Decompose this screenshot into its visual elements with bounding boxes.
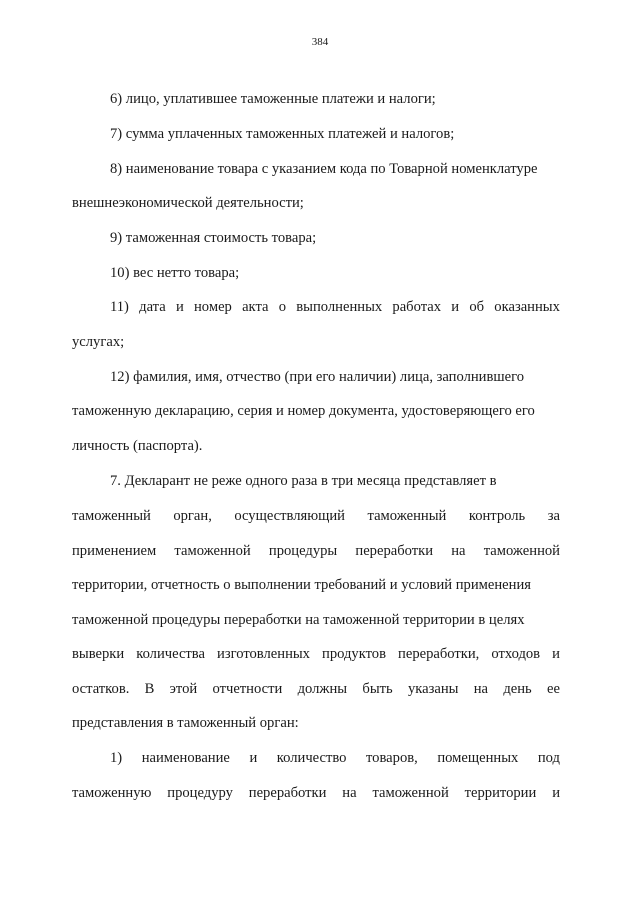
word: работах	[392, 299, 442, 315]
word: помещенных	[437, 750, 519, 766]
word: номер	[194, 299, 232, 315]
subitem-1-line-2	[72, 784, 560, 802]
word: на	[473, 681, 489, 697]
word: В	[144, 681, 155, 697]
section-7-line-1: 7. Декларант не реже одного раза в три месяца представляет в	[110, 473, 497, 489]
section-7-line-3	[72, 542, 560, 560]
word: этой	[169, 681, 198, 697]
word: быть	[362, 681, 393, 697]
word: дата	[139, 299, 166, 315]
item-12-line-1: 12) фамилия, имя, отчество (при его наличии) лица, заполнившего	[110, 369, 525, 385]
word: наименование	[141, 750, 230, 766]
item-6: 6) лицо, уплатившее таможенные платежи и налоги;	[110, 91, 436, 107]
section-7-line-8: представления в таможенный орган:	[72, 715, 299, 731]
item-11-line-1	[110, 298, 560, 316]
word: переработки,	[398, 646, 480, 662]
word: таможенный	[72, 508, 151, 524]
word: процедуру	[167, 785, 233, 801]
item-8-line-2: внешнеэкономической деятельности;	[72, 195, 304, 211]
section-7-line-6	[72, 645, 560, 663]
word: ее	[546, 681, 560, 697]
word: продуктов	[322, 646, 386, 662]
word: на	[451, 543, 466, 559]
word: осуществляющий	[234, 508, 345, 524]
word: таможенный	[367, 508, 447, 524]
page-number: 384	[311, 36, 329, 48]
word: отходов	[491, 646, 541, 662]
word: таможенной	[483, 543, 560, 559]
word: на	[342, 785, 357, 801]
item-11-line-2: услугах;	[72, 334, 125, 350]
item-9: 9) таможенная стоимость товара;	[110, 230, 317, 246]
item-8-line-1: 8) наименование товара с указанием кода по Товарной номенклатуре	[110, 161, 538, 177]
word: товаров,	[365, 750, 418, 766]
word: таможенную	[72, 785, 152, 801]
word: таможенной	[174, 543, 251, 559]
word: таможенной	[372, 785, 449, 801]
word: 1)	[110, 750, 123, 766]
item-7: 7) сумма уплаченных таможенных платежей и налогов;	[110, 126, 455, 142]
word: отчетности	[212, 681, 283, 697]
word: оказанных	[494, 299, 560, 315]
subitem-1-line-1	[110, 749, 560, 767]
word: должны	[297, 681, 348, 697]
word: и	[451, 299, 460, 315]
word: изготовленных	[217, 646, 310, 662]
word: переработки	[248, 785, 327, 801]
word: количества	[136, 646, 205, 662]
section-7-line-7	[72, 680, 560, 698]
section-7-line-2	[72, 507, 560, 525]
word: количество	[276, 750, 347, 766]
word: за	[547, 508, 560, 524]
word: выверки	[72, 646, 125, 662]
word: контроль	[468, 508, 526, 524]
section-7-line-5: таможенной процедуры переработки на таможенной территории в целях	[72, 612, 525, 628]
word: акта	[242, 299, 269, 315]
word: переработки	[355, 543, 434, 559]
word: об	[469, 299, 485, 315]
word: орган,	[173, 508, 212, 524]
word: выполненных	[296, 299, 383, 315]
word: о	[278, 299, 287, 315]
word: и	[552, 646, 560, 662]
section-7-line-4: территории, отчетность о выполнении требований и условий применения	[72, 577, 531, 593]
word: день	[503, 681, 532, 697]
word: 11)	[110, 299, 129, 315]
item-12-line-3: личность (паспорта).	[72, 438, 203, 454]
word: остатков.	[72, 681, 130, 697]
item-12-line-2: таможенную декларацию, серия и номер документа, удостоверяющего его	[72, 403, 535, 419]
word: применением	[72, 543, 157, 559]
word: процедуры	[268, 543, 338, 559]
word: под	[537, 750, 560, 766]
word: и	[175, 299, 184, 315]
word: территории	[464, 785, 537, 801]
word: и	[249, 750, 258, 766]
word: и	[552, 785, 560, 801]
word: указаны	[407, 681, 459, 697]
item-10: 10) вес нетто товара;	[110, 265, 240, 281]
